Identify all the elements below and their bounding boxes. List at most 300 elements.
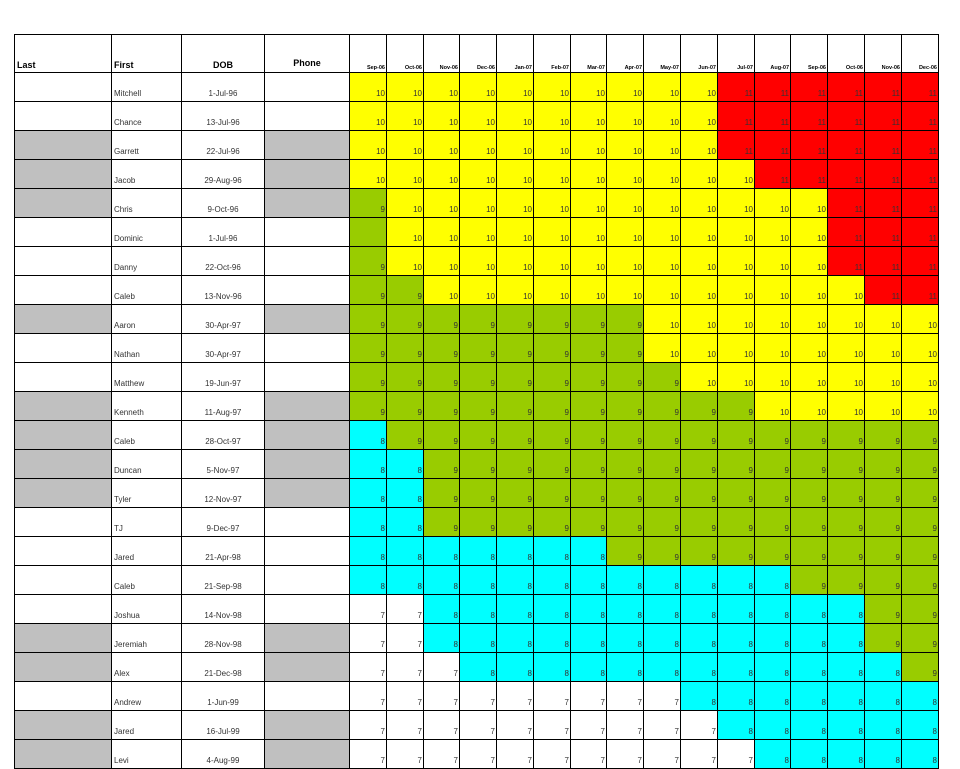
grade-cell[interactable]: 10 <box>350 102 387 131</box>
grade-cell[interactable]: 9 <box>791 537 828 566</box>
first-name-cell[interactable]: Kenneth <box>112 392 182 421</box>
grade-cell[interactable]: 9 <box>865 450 902 479</box>
dob-cell[interactable]: 13-Jul-96 <box>182 102 265 131</box>
first-name-cell[interactable]: TJ <box>112 508 182 537</box>
month-header[interactable]: Nov-06 <box>424 35 460 73</box>
grade-cell[interactable]: 10 <box>424 276 460 305</box>
grade-cell[interactable]: 8 <box>681 682 718 711</box>
grade-cell[interactable]: 10 <box>681 305 718 334</box>
grade-cell[interactable]: 8 <box>424 537 460 566</box>
grade-cell[interactable]: 9 <box>681 537 718 566</box>
grade-cell[interactable]: 10 <box>718 247 755 276</box>
month-header[interactable]: Sep-06 <box>350 35 387 73</box>
grade-cell[interactable]: 9 <box>350 392 387 421</box>
grade-cell[interactable]: 11 <box>791 73 828 102</box>
grade-cell[interactable]: 10 <box>607 73 644 102</box>
grade-cell[interactable]: 8 <box>571 537 607 566</box>
grade-cell[interactable]: 8 <box>828 740 865 769</box>
grade-cell[interactable]: 10 <box>644 247 681 276</box>
grade-cell[interactable]: 11 <box>755 102 791 131</box>
grade-cell[interactable]: 9 <box>865 566 902 595</box>
first-name-cell[interactable]: Chance <box>112 102 182 131</box>
grade-cell[interactable]: 9 <box>644 537 681 566</box>
grade-cell[interactable]: 10 <box>424 102 460 131</box>
grade-cell[interactable]: 10 <box>681 131 718 160</box>
grade-cell[interactable]: 10 <box>791 247 828 276</box>
grade-cell[interactable]: 10 <box>791 276 828 305</box>
grade-cell[interactable]: 11 <box>865 102 902 131</box>
dob-cell[interactable]: 16-Jul-99 <box>182 711 265 740</box>
grade-cell[interactable]: 10 <box>534 189 571 218</box>
grade-cell[interactable]: 7 <box>460 711 497 740</box>
grade-cell[interactable]: 8 <box>718 711 755 740</box>
grade-cell[interactable]: 11 <box>902 160 939 189</box>
grade-cell[interactable]: 10 <box>497 247 534 276</box>
grade-cell[interactable]: 8 <box>755 595 791 624</box>
grade-cell[interactable]: 9 <box>387 363 424 392</box>
grade-cell[interactable]: 10 <box>460 247 497 276</box>
dob-cell[interactable]: 21-Sep-98 <box>182 566 265 595</box>
last-name-cell[interactable] <box>15 624 112 653</box>
grade-cell[interactable]: 9 <box>497 392 534 421</box>
grade-cell[interactable]: 10 <box>791 305 828 334</box>
grade-cell[interactable]: 9 <box>607 508 644 537</box>
grade-cell[interactable]: 10 <box>387 102 424 131</box>
grade-cell[interactable]: 9 <box>902 653 939 682</box>
first-name-cell[interactable]: Jacob <box>112 160 182 189</box>
first-name-cell[interactable]: Duncan <box>112 450 182 479</box>
first-name-cell[interactable]: Nathan <box>112 334 182 363</box>
grade-cell[interactable]: 11 <box>902 102 939 131</box>
grade-cell[interactable]: 8 <box>424 624 460 653</box>
grade-cell[interactable]: 8 <box>460 653 497 682</box>
grade-cell[interactable]: 10 <box>755 305 791 334</box>
grade-cell[interactable]: 10 <box>460 73 497 102</box>
grade-cell[interactable]: 10 <box>644 160 681 189</box>
month-header[interactable]: Aug-07 <box>755 35 791 73</box>
dob-header[interactable]: DOB <box>182 35 265 73</box>
grade-cell[interactable]: 10 <box>718 363 755 392</box>
grade-cell[interactable]: 10 <box>607 276 644 305</box>
grade-cell[interactable]: 9 <box>571 421 607 450</box>
grade-cell[interactable]: 11 <box>902 131 939 160</box>
last-name-cell[interactable] <box>15 392 112 421</box>
grade-cell[interactable]: 8 <box>644 653 681 682</box>
first-name-cell[interactable]: Tyler <box>112 479 182 508</box>
grade-cell[interactable]: 9 <box>755 508 791 537</box>
grade-cell[interactable]: 7 <box>534 682 571 711</box>
last-name-cell[interactable] <box>15 131 112 160</box>
grade-cell[interactable]: 9 <box>718 479 755 508</box>
phone-cell[interactable] <box>265 189 350 218</box>
grade-cell[interactable]: 9 <box>644 508 681 537</box>
grade-cell[interactable]: 9 <box>902 421 939 450</box>
month-header[interactable]: Jun-07 <box>681 35 718 73</box>
grade-cell[interactable]: 10 <box>902 305 939 334</box>
grade-cell[interactable]: 10 <box>460 102 497 131</box>
grade-cell[interactable]: 7 <box>644 682 681 711</box>
grade-cell[interactable]: 9 <box>607 363 644 392</box>
grade-cell[interactable]: 9 <box>681 421 718 450</box>
grade-cell[interactable]: 11 <box>718 73 755 102</box>
grade-cell[interactable]: 11 <box>755 160 791 189</box>
grade-cell[interactable]: 10 <box>681 73 718 102</box>
grade-cell[interactable]: 9 <box>828 421 865 450</box>
phone-cell[interactable] <box>265 479 350 508</box>
dob-cell[interactable]: 30-Apr-97 <box>182 305 265 334</box>
grade-cell[interactable]: 10 <box>755 276 791 305</box>
phone-cell[interactable] <box>265 624 350 653</box>
grade-cell[interactable]: 9 <box>424 479 460 508</box>
grade-cell[interactable]: 8 <box>534 537 571 566</box>
grade-cell[interactable]: 8 <box>607 595 644 624</box>
grade-cell[interactable]: 10 <box>681 218 718 247</box>
grade-cell[interactable]: 8 <box>755 740 791 769</box>
grade-cell[interactable]: 8 <box>534 653 571 682</box>
grade-cell[interactable]: 8 <box>460 566 497 595</box>
grade-cell[interactable]: 9 <box>387 276 424 305</box>
dob-cell[interactable]: 28-Nov-98 <box>182 624 265 653</box>
grade-cell[interactable]: 8 <box>718 653 755 682</box>
grade-cell[interactable]: 9 <box>571 334 607 363</box>
grade-cell[interactable]: 8 <box>607 653 644 682</box>
last-name-cell[interactable] <box>15 450 112 479</box>
grade-cell[interactable]: 7 <box>718 740 755 769</box>
grade-cell[interactable]: 10 <box>350 131 387 160</box>
grade-cell[interactable]: 8 <box>387 508 424 537</box>
grade-cell[interactable]: 10 <box>865 363 902 392</box>
grade-cell[interactable]: 11 <box>902 73 939 102</box>
grade-cell[interactable]: 8 <box>865 682 902 711</box>
grade-cell[interactable]: 7 <box>571 682 607 711</box>
last-name-cell[interactable] <box>15 305 112 334</box>
grade-cell[interactable]: 11 <box>828 102 865 131</box>
grade-cell[interactable]: 8 <box>681 595 718 624</box>
last-name-cell[interactable] <box>15 189 112 218</box>
grade-cell[interactable]: 9 <box>865 595 902 624</box>
grade-cell[interactable]: 9 <box>865 624 902 653</box>
grade-cell[interactable]: 8 <box>534 595 571 624</box>
grade-cell[interactable]: 9 <box>497 508 534 537</box>
grade-cell[interactable]: 11 <box>828 189 865 218</box>
grade-cell[interactable]: 10 <box>387 73 424 102</box>
grade-cell[interactable]: 8 <box>828 653 865 682</box>
grade-cell[interactable]: 11 <box>865 218 902 247</box>
grade-cell[interactable]: 9 <box>571 479 607 508</box>
grade-cell[interactable]: 9 <box>497 305 534 334</box>
grade-cell[interactable]: 8 <box>718 624 755 653</box>
phone-cell[interactable] <box>265 218 350 247</box>
grade-cell[interactable]: 9 <box>534 392 571 421</box>
grade-cell[interactable]: 10 <box>828 305 865 334</box>
grade-cell[interactable]: 8 <box>828 682 865 711</box>
grade-cell[interactable]: 9 <box>644 363 681 392</box>
grade-cell[interactable]: 10 <box>424 247 460 276</box>
grade-cell[interactable]: 9 <box>902 595 939 624</box>
grade-cell[interactable]: 8 <box>644 566 681 595</box>
grade-cell[interactable]: 11 <box>902 276 939 305</box>
grade-cell[interactable]: 10 <box>718 218 755 247</box>
grade-cell[interactable]: 9 <box>791 450 828 479</box>
grade-cell[interactable]: 9 <box>424 508 460 537</box>
grade-cell[interactable]: 9 <box>902 624 939 653</box>
month-header[interactable]: Sep-06 <box>791 35 828 73</box>
grade-cell[interactable]: 9 <box>791 508 828 537</box>
grade-cell[interactable]: 10 <box>755 334 791 363</box>
grade-cell[interactable]: 10 <box>607 160 644 189</box>
grade-cell[interactable]: 8 <box>718 682 755 711</box>
grade-cell[interactable]: 9 <box>350 276 387 305</box>
phone-header[interactable]: Phone <box>265 35 350 73</box>
grade-cell[interactable]: 9 <box>534 334 571 363</box>
month-header[interactable]: Dec-06 <box>460 35 497 73</box>
grade-cell[interactable]: 9 <box>534 305 571 334</box>
dob-cell[interactable]: 22-Jul-96 <box>182 131 265 160</box>
dob-cell[interactable]: 9-Oct-96 <box>182 189 265 218</box>
grade-cell[interactable]: 10 <box>718 334 755 363</box>
grade-cell[interactable]: 9 <box>424 305 460 334</box>
dob-cell[interactable]: 1-Jul-96 <box>182 218 265 247</box>
first-name-cell[interactable]: Aaron <box>112 305 182 334</box>
grade-cell[interactable]: 9 <box>607 450 644 479</box>
grade-cell[interactable]: 8 <box>497 624 534 653</box>
grade-cell[interactable]: 7 <box>607 711 644 740</box>
grade-cell[interactable]: 10 <box>681 363 718 392</box>
grade-cell[interactable]: 10 <box>571 102 607 131</box>
grade-cell[interactable]: 7 <box>607 740 644 769</box>
phone-cell[interactable] <box>265 102 350 131</box>
first-name-cell[interactable]: Mitchell <box>112 73 182 102</box>
grade-cell[interactable]: 10 <box>644 334 681 363</box>
grade-cell[interactable]: 8 <box>718 595 755 624</box>
grade-cell[interactable]: 10 <box>460 276 497 305</box>
grade-cell[interactable]: 10 <box>460 189 497 218</box>
grade-cell[interactable]: 11 <box>865 160 902 189</box>
grade-cell[interactable]: 8 <box>350 450 387 479</box>
dob-cell[interactable]: 21-Apr-98 <box>182 537 265 566</box>
dob-cell[interactable]: 1-Jun-99 <box>182 682 265 711</box>
grade-cell[interactable]: 10 <box>424 131 460 160</box>
grade-cell[interactable]: 7 <box>387 711 424 740</box>
grade-cell[interactable]: 9 <box>607 392 644 421</box>
grade-cell[interactable]: 7 <box>424 653 460 682</box>
grade-cell[interactable]: 8 <box>902 711 939 740</box>
grade-cell[interactable]: 10 <box>424 73 460 102</box>
grade-cell[interactable]: 9 <box>755 421 791 450</box>
first-name-cell[interactable]: Joshua <box>112 595 182 624</box>
grade-cell[interactable]: 10 <box>534 247 571 276</box>
dob-cell[interactable]: 21-Dec-98 <box>182 653 265 682</box>
grade-cell[interactable]: 8 <box>828 624 865 653</box>
grade-cell[interactable]: 11 <box>902 218 939 247</box>
grade-cell[interactable]: 7 <box>424 682 460 711</box>
grade-cell[interactable]: 8 <box>350 421 387 450</box>
grade-cell[interactable]: 8 <box>902 682 939 711</box>
grade-cell[interactable]: 8 <box>571 624 607 653</box>
grade-cell[interactable]: 9 <box>497 334 534 363</box>
grade-cell[interactable]: 9 <box>571 508 607 537</box>
grade-cell[interactable]: 10 <box>534 276 571 305</box>
grade-cell[interactable]: 9 <box>424 392 460 421</box>
grade-cell[interactable]: 8 <box>644 624 681 653</box>
grade-cell[interactable]: 10 <box>387 160 424 189</box>
grade-cell[interactable]: 10 <box>607 131 644 160</box>
grade-cell[interactable]: 9 <box>607 305 644 334</box>
grade-cell[interactable]: 9 <box>865 479 902 508</box>
grade-cell[interactable]: 9 <box>387 392 424 421</box>
grade-cell[interactable]: 8 <box>350 537 387 566</box>
grade-cell[interactable]: 9 <box>424 363 460 392</box>
dob-cell[interactable]: 30-Apr-97 <box>182 334 265 363</box>
phone-cell[interactable] <box>265 595 350 624</box>
first-name-cell[interactable]: Jeremiah <box>112 624 182 653</box>
grade-cell[interactable]: 9 <box>497 479 534 508</box>
grade-cell[interactable]: 8 <box>460 595 497 624</box>
grade-cell[interactable]: 10 <box>460 218 497 247</box>
grade-cell[interactable]: 8 <box>828 711 865 740</box>
grade-cell[interactable]: 9 <box>350 363 387 392</box>
grade-cell[interactable]: 9 <box>828 450 865 479</box>
grade-cell[interactable]: 10 <box>497 160 534 189</box>
grade-cell[interactable]: 9 <box>718 392 755 421</box>
grade-cell[interactable]: 9 <box>681 508 718 537</box>
phone-cell[interactable] <box>265 653 350 682</box>
grade-cell[interactable]: 9 <box>350 305 387 334</box>
grade-cell[interactable]: 8 <box>387 479 424 508</box>
grade-cell[interactable]: 8 <box>791 711 828 740</box>
grade-cell[interactable]: 11 <box>865 131 902 160</box>
grade-cell[interactable]: 9 <box>791 566 828 595</box>
grade-cell[interactable]: 11 <box>828 131 865 160</box>
grade-cell[interactable]: 7 <box>607 682 644 711</box>
grade-cell[interactable]: 9 <box>644 479 681 508</box>
grade-cell[interactable]: 8 <box>571 595 607 624</box>
grade-cell[interactable]: 10 <box>497 276 534 305</box>
first-name-cell[interactable]: Levi <box>112 740 182 769</box>
first-name-header[interactable]: First <box>112 35 182 73</box>
phone-cell[interactable] <box>265 131 350 160</box>
grade-cell[interactable]: 9 <box>460 334 497 363</box>
grade-cell[interactable]: 9 <box>424 334 460 363</box>
grade-cell[interactable]: 10 <box>755 189 791 218</box>
grade-cell[interactable]: 7 <box>681 740 718 769</box>
grade-cell[interactable]: 10 <box>644 276 681 305</box>
last-name-cell[interactable] <box>15 508 112 537</box>
grade-cell[interactable]: 11 <box>865 276 902 305</box>
grade-cell[interactable]: 8 <box>755 624 791 653</box>
grade-cell[interactable]: 10 <box>424 189 460 218</box>
grade-cell[interactable]: 9 <box>644 392 681 421</box>
grade-cell[interactable]: 10 <box>791 218 828 247</box>
grade-cell[interactable]: 10 <box>534 102 571 131</box>
grade-cell[interactable]: 9 <box>902 566 939 595</box>
grade-cell[interactable]: 9 <box>681 392 718 421</box>
dob-cell[interactable]: 5-Nov-97 <box>182 450 265 479</box>
grade-cell[interactable]: 8 <box>681 566 718 595</box>
grade-cell[interactable]: 9 <box>497 450 534 479</box>
grade-cell[interactable]: 8 <box>791 595 828 624</box>
grade-cell[interactable]: 9 <box>828 537 865 566</box>
grade-cell[interactable]: 9 <box>791 421 828 450</box>
grade-cell[interactable]: 7 <box>387 740 424 769</box>
grade-cell[interactable]: 9 <box>607 537 644 566</box>
grade-cell[interactable]: 8 <box>424 566 460 595</box>
grade-cell[interactable]: 10 <box>497 189 534 218</box>
grade-cell[interactable]: 11 <box>791 131 828 160</box>
grade-cell[interactable]: 10 <box>607 218 644 247</box>
grade-cell[interactable]: 11 <box>902 189 939 218</box>
grade-cell[interactable]: 9 <box>607 479 644 508</box>
grade-cell[interactable]: 10 <box>460 131 497 160</box>
grade-cell[interactable]: 10 <box>644 73 681 102</box>
grade-cell[interactable]: 8 <box>718 566 755 595</box>
grade-cell[interactable]: 9 <box>350 334 387 363</box>
grade-cell[interactable]: 10 <box>387 131 424 160</box>
grade-cell[interactable]: 10 <box>681 160 718 189</box>
grade-cell[interactable]: 8 <box>791 653 828 682</box>
month-header[interactable]: Mar-07 <box>571 35 607 73</box>
grade-cell[interactable]: 7 <box>497 711 534 740</box>
grade-cell[interactable]: 9 <box>460 363 497 392</box>
grade-cell[interactable]: 7 <box>387 624 424 653</box>
grade-cell[interactable]: 10 <box>681 102 718 131</box>
grade-cell[interactable]: 8 <box>791 624 828 653</box>
grade-cell[interactable]: 10 <box>497 73 534 102</box>
grade-cell[interactable]: 9 <box>681 450 718 479</box>
grade-cell[interactable]: 7 <box>350 624 387 653</box>
grade-cell[interactable]: 11 <box>865 73 902 102</box>
grade-cell[interactable]: 9 <box>571 305 607 334</box>
grade-cell[interactable]: 9 <box>607 334 644 363</box>
grade-cell[interactable]: 9 <box>607 421 644 450</box>
grade-cell[interactable]: 8 <box>350 479 387 508</box>
last-name-cell[interactable] <box>15 102 112 131</box>
grade-cell[interactable]: 8 <box>865 653 902 682</box>
phone-cell[interactable] <box>265 363 350 392</box>
grade-cell[interactable]: 9 <box>460 508 497 537</box>
grade-cell[interactable]: 7 <box>350 682 387 711</box>
grade-cell[interactable]: 9 <box>534 508 571 537</box>
grade-cell[interactable]: 9 <box>718 421 755 450</box>
grade-cell[interactable]: 8 <box>755 566 791 595</box>
grade-cell[interactable]: 9 <box>387 334 424 363</box>
grade-cell[interactable]: 10 <box>387 218 424 247</box>
month-header[interactable]: Jul-07 <box>718 35 755 73</box>
grade-cell[interactable]: 9 <box>828 479 865 508</box>
grade-cell[interactable]: 10 <box>644 305 681 334</box>
grade-cell[interactable]: 9 <box>755 537 791 566</box>
grade-cell[interactable]: 10 <box>424 160 460 189</box>
phone-cell[interactable] <box>265 740 350 769</box>
grade-cell[interactable]: 10 <box>681 247 718 276</box>
grade-cell[interactable]: 9 <box>497 363 534 392</box>
grade-cell[interactable]: 9 <box>534 479 571 508</box>
grade-cell[interactable]: 8 <box>865 711 902 740</box>
grade-cell[interactable]: 9 <box>460 421 497 450</box>
last-name-cell[interactable] <box>15 421 112 450</box>
grade-cell[interactable]: 10 <box>755 218 791 247</box>
grade-cell[interactable]: 7 <box>350 653 387 682</box>
grade-cell[interactable]: 9 <box>865 421 902 450</box>
grade-cell[interactable]: 10 <box>571 247 607 276</box>
grade-cell[interactable]: 10 <box>607 189 644 218</box>
phone-cell[interactable] <box>265 160 350 189</box>
grade-cell[interactable]: 7 <box>387 653 424 682</box>
grade-cell[interactable]: 10 <box>387 189 424 218</box>
phone-cell[interactable] <box>265 392 350 421</box>
grade-cell[interactable]: 9 <box>387 305 424 334</box>
grade-cell[interactable]: 8 <box>902 740 939 769</box>
